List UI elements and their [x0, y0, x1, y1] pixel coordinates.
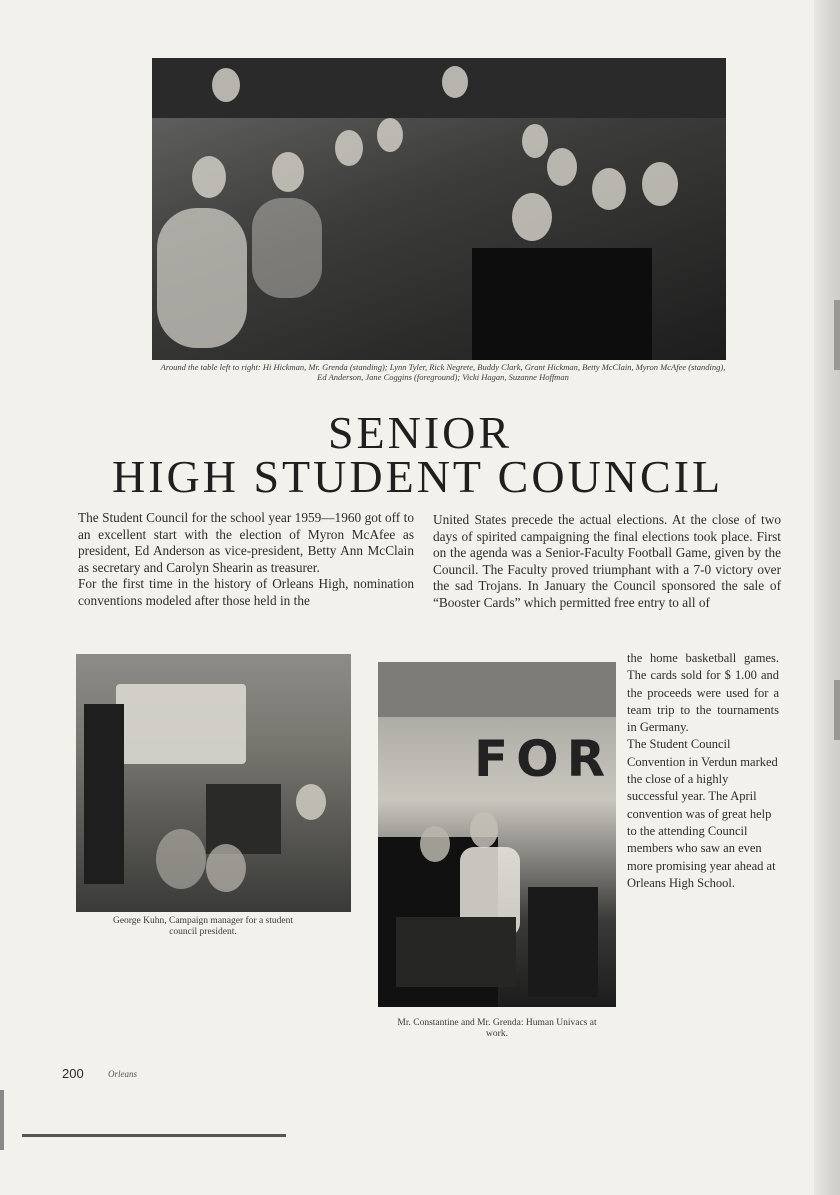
page-edge: [814, 0, 840, 1195]
left-photo-caption: George Kuhn, Campaign manager for a student council president.: [112, 916, 293, 937]
text-column-1: [78, 510, 414, 609]
bottom-rule: [22, 1134, 286, 1137]
edge-mark: [834, 300, 840, 370]
right-photo-caption: Mr. Constantine and Mr. Grenda: Human Univacs at work.: [397, 1018, 597, 1039]
publication-name: Orleans: [108, 1069, 137, 1079]
page-title-line2: HIGH STUDENT COUNCIL: [112, 451, 724, 502]
page-number: 200: [62, 1066, 84, 1081]
text-column-3: [627, 650, 779, 892]
left-edge-mark: [0, 1090, 4, 1150]
top-photo-caption: Around the table left to right: Hi Hickman, Mr. Grenda (standing); Lynn Tyler, Rick Negrete, Buddy Clark, Grant Hickman, Betty McClain, Myron McAfee (standing), Ed Anderson, Jane Coggins (foreground); Vicki Hagan, Suzanne Hoffman: [160, 362, 726, 382]
edge-mark: [834, 680, 840, 740]
paragraph: the home basketball games. The cards sold for $ 1.00 and the proceeds were used for a team trip to the tournaments in Germany.: [627, 651, 779, 735]
campaign-manager-photo: [76, 654, 351, 912]
univacs-photo: [378, 662, 616, 1007]
text-column-2: [433, 512, 781, 611]
page-title-line1: SENIOR: [327, 407, 513, 458]
campaign-sign: [382, 730, 612, 810]
council-table-photo: [152, 58, 726, 360]
paragraph: The Student Council for the school year 1959—1960 got off to an excellent start with the election of Myron McAfee as president, Ed Anderson as vice-president, Betty Ann McClain as secretary and Carolyn Shearin as treasurer.: [78, 510, 414, 575]
paragraph: The Student Council Convention in Verdun marked the close of a highly successful year. The April convention was of great help to the attending Council members who saw an even more promising year ahead at Orleans High School.: [627, 737, 778, 890]
campaign-sign-text: FOR: [474, 730, 614, 788]
paragraph: For the first time in the history of Orleans High, nomination conventions modeled after those held in the: [78, 576, 414, 608]
paragraph: United States precede the actual elections. At the close of two days of spirited campaigning the final elections took place. First on the agenda was a Senior-Faculty Football Game, given by the Council. The Faculty proved triumphant with a 7-0 victory over the sad Trojans. In January the Council sponsored the sale of “Booster Cards” which permitted free entry to all of: [433, 512, 781, 610]
